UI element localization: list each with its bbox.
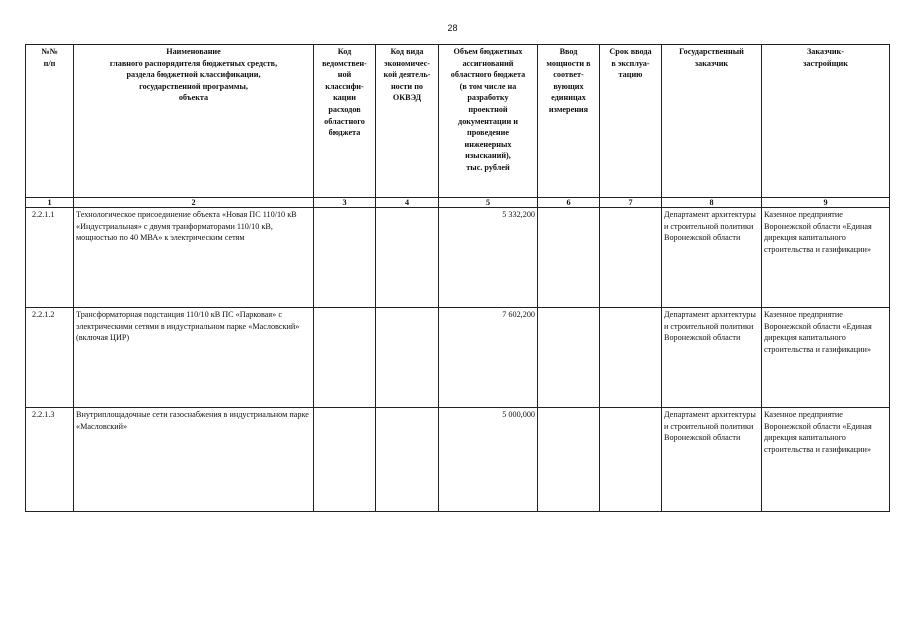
state-customer-cell: Департамент архитектуры и строительной политики Воронежской области [662, 308, 762, 408]
okved-cell [376, 408, 439, 512]
header-row [26, 45, 890, 198]
header-label-amount: Объем бюджетных ассигнований областного бюджета (в том числе на разработку проектной документации и проведение инженерных изысканий), тыс. рублей [450, 47, 526, 172]
row-number: 2.2.1.2 [26, 308, 74, 408]
column-number: 8 [662, 198, 762, 208]
code-vedom-cell [314, 408, 376, 512]
header-cell-num [26, 45, 74, 198]
header-label-code-vedom: Код ведомствен- ной классифи- кации расходов областного бюджета [322, 47, 367, 138]
row-number: 2.2.1.1 [26, 208, 74, 308]
capacity-cell [538, 308, 600, 408]
page-number: 28 [447, 23, 458, 33]
column-number: 2 [74, 198, 314, 208]
header-label-name: Наименование главного распорядителя бюджетных средств, раздела бюджетной классификации, государственной программы, объекта [109, 47, 278, 103]
header-label-num: №№ п/п [41, 47, 58, 68]
table-row [26, 408, 890, 512]
object-name: Технологическое присоединение объекта «Новая ПС 110/10 кВ «Индустриальная» с двумя транформаторами 110/10 кВ, мощностью по 40 МВА» к электрическим сетям [74, 208, 314, 308]
okved-cell [376, 308, 439, 408]
object-name: Внутриплощадочные сети газоснабжения в индустриальном парке «Масловский» [74, 408, 314, 512]
amount-cell: 7 602,200 [439, 308, 538, 408]
developer-cell: Казенное предприятие Воронежской области «Единая дирекция капитального строительства и газификации» [762, 308, 890, 408]
state-customer-cell: Департамент архитектуры и строительной политики Воронежской области [662, 408, 762, 512]
capacity-cell [538, 208, 600, 308]
header-cell-customer [662, 45, 762, 198]
header-cell-developer [762, 45, 890, 198]
header-cell-okved [376, 45, 439, 198]
header-label-developer: Заказчик- застройщик [803, 47, 848, 68]
column-number: 6 [538, 198, 600, 208]
table-row [26, 208, 890, 308]
term-cell [600, 208, 662, 308]
header-cell-capacity [538, 45, 600, 198]
code-vedom-cell [314, 208, 376, 308]
column-number: 3 [314, 198, 376, 208]
code-vedom-cell [314, 308, 376, 408]
column-number: 5 [439, 198, 538, 208]
header-label-okved: Код вида экономичес- кой деятель- ности по ОКВЭД [383, 47, 431, 103]
amount-cell: 5 332,200 [439, 208, 538, 308]
column-number: 1 [26, 198, 74, 208]
column-number: 9 [762, 198, 890, 208]
header-label-customer: Государственный заказчик [679, 47, 744, 68]
developer-cell: Казенное предприятие Воронежской области «Единая дирекция капитального строительства и газификации» [762, 408, 890, 512]
capacity-cell [538, 408, 600, 512]
column-number: 7 [600, 198, 662, 208]
amount-cell: 5 000,000 [439, 408, 538, 512]
okved-cell [376, 208, 439, 308]
row-number: 2.2.1.3 [26, 408, 74, 512]
column-number-row [26, 198, 890, 208]
header-label-capacity: Ввод мощности в соответ- вующих единицах измерения [546, 47, 591, 114]
object-name: Трансформаторная подстанция 110/10 кВ ПС «Парковая» с электрическими сетями в индустриальном парке «Масловский» (включая ЦИР) [74, 308, 314, 408]
header-label-term: Срок ввода в эксплуа- тацию [609, 47, 652, 80]
developer-cell: Казенное предприятие Воронежской области «Единая дирекция капитального строительства и газификации» [762, 208, 890, 308]
state-customer-cell: Департамент архитектуры и строительной политики Воронежской области [662, 208, 762, 308]
column-number: 4 [376, 198, 439, 208]
header-cell-code-vedom [314, 45, 376, 198]
term-cell [600, 308, 662, 408]
table-row [26, 308, 890, 408]
term-cell [600, 408, 662, 512]
header-cell-name [74, 45, 314, 198]
capital-investment-table [25, 44, 890, 512]
header-cell-amount [439, 45, 538, 198]
header-cell-term [600, 45, 662, 198]
